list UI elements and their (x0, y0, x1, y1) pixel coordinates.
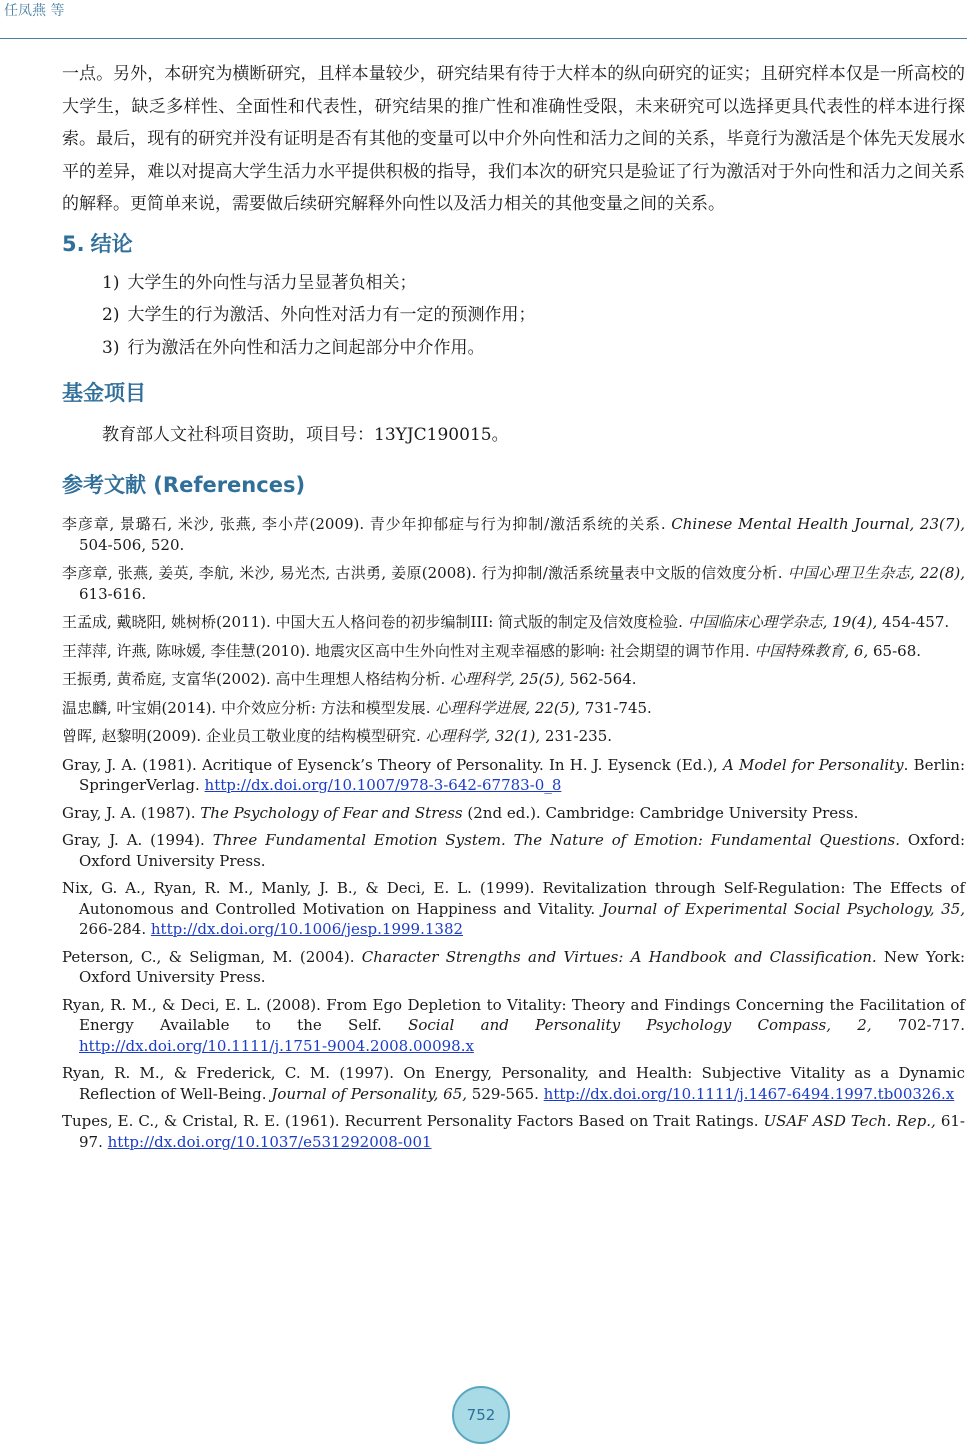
header-rule (0, 38, 967, 39)
reference-pages: (2nd ed.). Cambridge: Cambridge University Press. (462, 803, 859, 822)
reference-item (62, 947, 965, 988)
reference-pages: 231-235. (540, 727, 613, 745)
doi-link[interactable]: http://dx.doi.org/10.1007/978-3-642-67783-0_8 (204, 776, 562, 794)
reference-source: 心理科学, 25(5), (450, 670, 565, 688)
reference-source: Character Strengths and Virtues: A Handbook and Classification. (361, 947, 877, 966)
funding-text: 教育部人文社科项目资助，项目号：13YJC190015。 (102, 425, 509, 445)
reference-source: Chinese Mental Health Journal, 23(7), (671, 515, 965, 533)
reference-text: Ryan, R. M., & Frederick, C. M. (1997). On Energy, Personality, and Health: Subjective Vitality as a Dynamic Reflection of Well-Being. (62, 1064, 965, 1103)
reference-pages: 65-68. (868, 641, 922, 660)
reference-source: Three Fundamental Emotion System. The Nature of Emotion: Fundamental Questions. (212, 831, 900, 849)
page-header (0, 0, 967, 40)
page-content (62, 58, 965, 1159)
reference-pages: New York: Oxford University Press. (79, 947, 965, 986)
reference-source: Social and Personality Psychology Compass, 2, (408, 1016, 872, 1034)
references-list (62, 514, 965, 1152)
reference-text: Tupes, E. C., & Cristal, R. E. (1961). Recurrent Personality Factors Based on Trait Ratings. (62, 1112, 764, 1130)
reference-text: 王孟成, 戴晓阳, 姚树桥(2011). 中国大五人格问卷的初步编制III: 简式版的制定及信效度检验. (62, 613, 688, 631)
section-number: 5. (62, 231, 85, 256)
page-number-badge (452, 1386, 510, 1444)
reference-text: 李彦章, 张燕, 姜英, 李航, 米沙, 易光杰, 古洪勇, 姜原(2008). 行为抑制/激活系统量表中文版的信效度分析. (62, 564, 788, 582)
reference-pages: Oxford: Oxford University Press. (79, 831, 966, 870)
conclusion-item (102, 299, 965, 332)
reference-pages: 702-717. (871, 1016, 965, 1034)
reference-pages: 562-564. (564, 670, 637, 688)
reference-item (62, 669, 965, 690)
reference-text: Ryan, R. M., & Deci, E. L. (2008). From Ego Depletion to Vitality: Theory and Findings Concerning the Facilitation of Energy Available to the Self. (62, 995, 965, 1034)
reference-source: Journal of Personality, 65, (271, 1084, 468, 1103)
doi-link[interactable]: http://dx.doi.org/10.1037/e531292008-001 (107, 1132, 432, 1151)
reference-item (62, 995, 965, 1057)
reference-text: Gray, J. A. (1994). (62, 831, 213, 849)
reference-text: 王振勇, 黄希庭, 支富华(2002). 高中生理想人格结构分析. (62, 670, 451, 688)
conclusion-item (102, 267, 965, 300)
reference-source: 心理科学, 32(1), (425, 727, 541, 745)
reference-item (62, 563, 965, 604)
reference-source: A Model for Personality (722, 755, 904, 774)
reference-pages: . Berlin: SpringerVerlag. (79, 755, 966, 794)
item-text: 大学生的外向性与活力呈显著负相关； (127, 272, 417, 293)
reference-item (62, 641, 965, 662)
doi-link[interactable]: http://dx.doi.org/10.1111/j.1751-9004.2008.00098.x (79, 1036, 474, 1055)
reference-pages: 613-616. (79, 584, 147, 603)
item-number: 1) (102, 272, 120, 293)
references-heading: 参考文献 (References) (62, 473, 306, 497)
reference-source: Journal of Experimental Social Psychology, 35, (601, 899, 966, 918)
reference-item (62, 698, 965, 719)
reference-pages: 529-565. (467, 1084, 544, 1103)
reference-text: 李彦章, 景璐石, 米沙, 张燕, 李小芹(2009). 青少年抑郁症与行为抑制/激活系统的关系. (62, 515, 672, 533)
item-text: 大学生的行为激活、外向性对活力有一定的预测作用； (127, 305, 536, 325)
reference-item (62, 612, 965, 633)
reference-text: 温忠麟, 叶宝娟(2014). 中介效应分析: 方法和模型发展. (62, 698, 436, 717)
conclusion-heading (62, 229, 965, 259)
reference-item (62, 514, 965, 555)
item-number: 3) (102, 337, 120, 358)
reference-pages: 266-284. (79, 920, 151, 938)
doi-link[interactable]: http://dx.doi.org/10.1111/j.1467-6494.1997.tb00326.x (543, 1084, 955, 1103)
reference-pages: 504-506, 520. (79, 535, 185, 554)
reference-source: 中国临床心理学杂志, 19(4), (687, 613, 878, 631)
doi-link[interactable]: http://dx.doi.org/10.1006/jesp.1999.1382 (150, 920, 464, 938)
reference-source: 中国心理卫生杂志, 22(8), (787, 564, 965, 582)
reference-pages: 731-745. (579, 698, 652, 717)
reference-text: 王萍萍, 许燕, 陈咏媛, 李佳慧(2010). 地震灾区高中生外向性对主观幸福感的影响: 社会期望的调节作用. (62, 641, 755, 660)
reference-text: Gray, J. A. (1987). (62, 803, 201, 822)
reference-pages: 61-97. (79, 1112, 965, 1151)
conclusion-item (102, 332, 965, 365)
reference-item (62, 803, 965, 824)
conclusion-list (102, 267, 965, 365)
reference-pages: 454-457. (877, 613, 950, 631)
reference-source: 中国特殊教育, 6, (754, 641, 869, 660)
reference-item (62, 878, 965, 940)
reference-item (62, 830, 965, 871)
reference-source: USAF ASD Tech. Rep., (763, 1112, 936, 1130)
page-number: 752 (466, 1406, 496, 1424)
reference-text: Peterson, C., & Seligman, M. (2004). (62, 947, 362, 966)
reference-item (62, 1063, 965, 1104)
item-text: 行为激活在外向性和活力之间起部分中介作用。 (127, 337, 485, 358)
section-title: 结论 (90, 231, 133, 256)
reference-text: 曾晖, 赵黎明(2009). 企业员工敬业度的结构模型研究. (62, 727, 426, 745)
reference-source: 心理科学进展, 22(5), (435, 698, 580, 717)
body-paragraph: 一点。另外，本研究为横断研究，且样本量较少，研究结果有待于大样本的纵向研究的证实；且研究样本仅是一所高校的大学生，缺乏多样性、全面性和代表性，研究结果的推广性和准确性受限，未来研究可以选择更具代表性的样本进行探索。最后，现有的研究并没有证明是否有其他的变量可以中介外向性和活力之间的关系，毕竟行为激活是个体先天发展水平的差异，难以对提高大学生活力水平提供积极的指导，我们本次的研究只是验证了行为激活对于外向性和活力之间关系的解释。更简单来说，需要做后续研究解释外向性以及活力相关的其他变量之间的关系。 (62, 64, 965, 214)
reference-text: Nix, G. A., Ryan, R. M., Manly, J. B., & Deci, E. L. (1999). Revitalization through Self-Regulation: The Effects of Autonomous and Controlled Motivation on Happiness and Vitality. (62, 879, 965, 918)
reference-item (62, 1111, 965, 1152)
reference-item (62, 755, 965, 796)
item-number: 2) (102, 305, 120, 325)
reference-text: Gray, J. A. (1981). Acritique of Eysenck’s Theory of Personality. In H. J. Eysenck (Ed.), (62, 755, 723, 774)
reference-source: The Psychology of Fear and Stress (200, 803, 463, 822)
funding-heading: 基金项目 (62, 381, 146, 405)
running-head: 任凤燕 等 (4, 3, 65, 19)
reference-item (62, 726, 965, 747)
